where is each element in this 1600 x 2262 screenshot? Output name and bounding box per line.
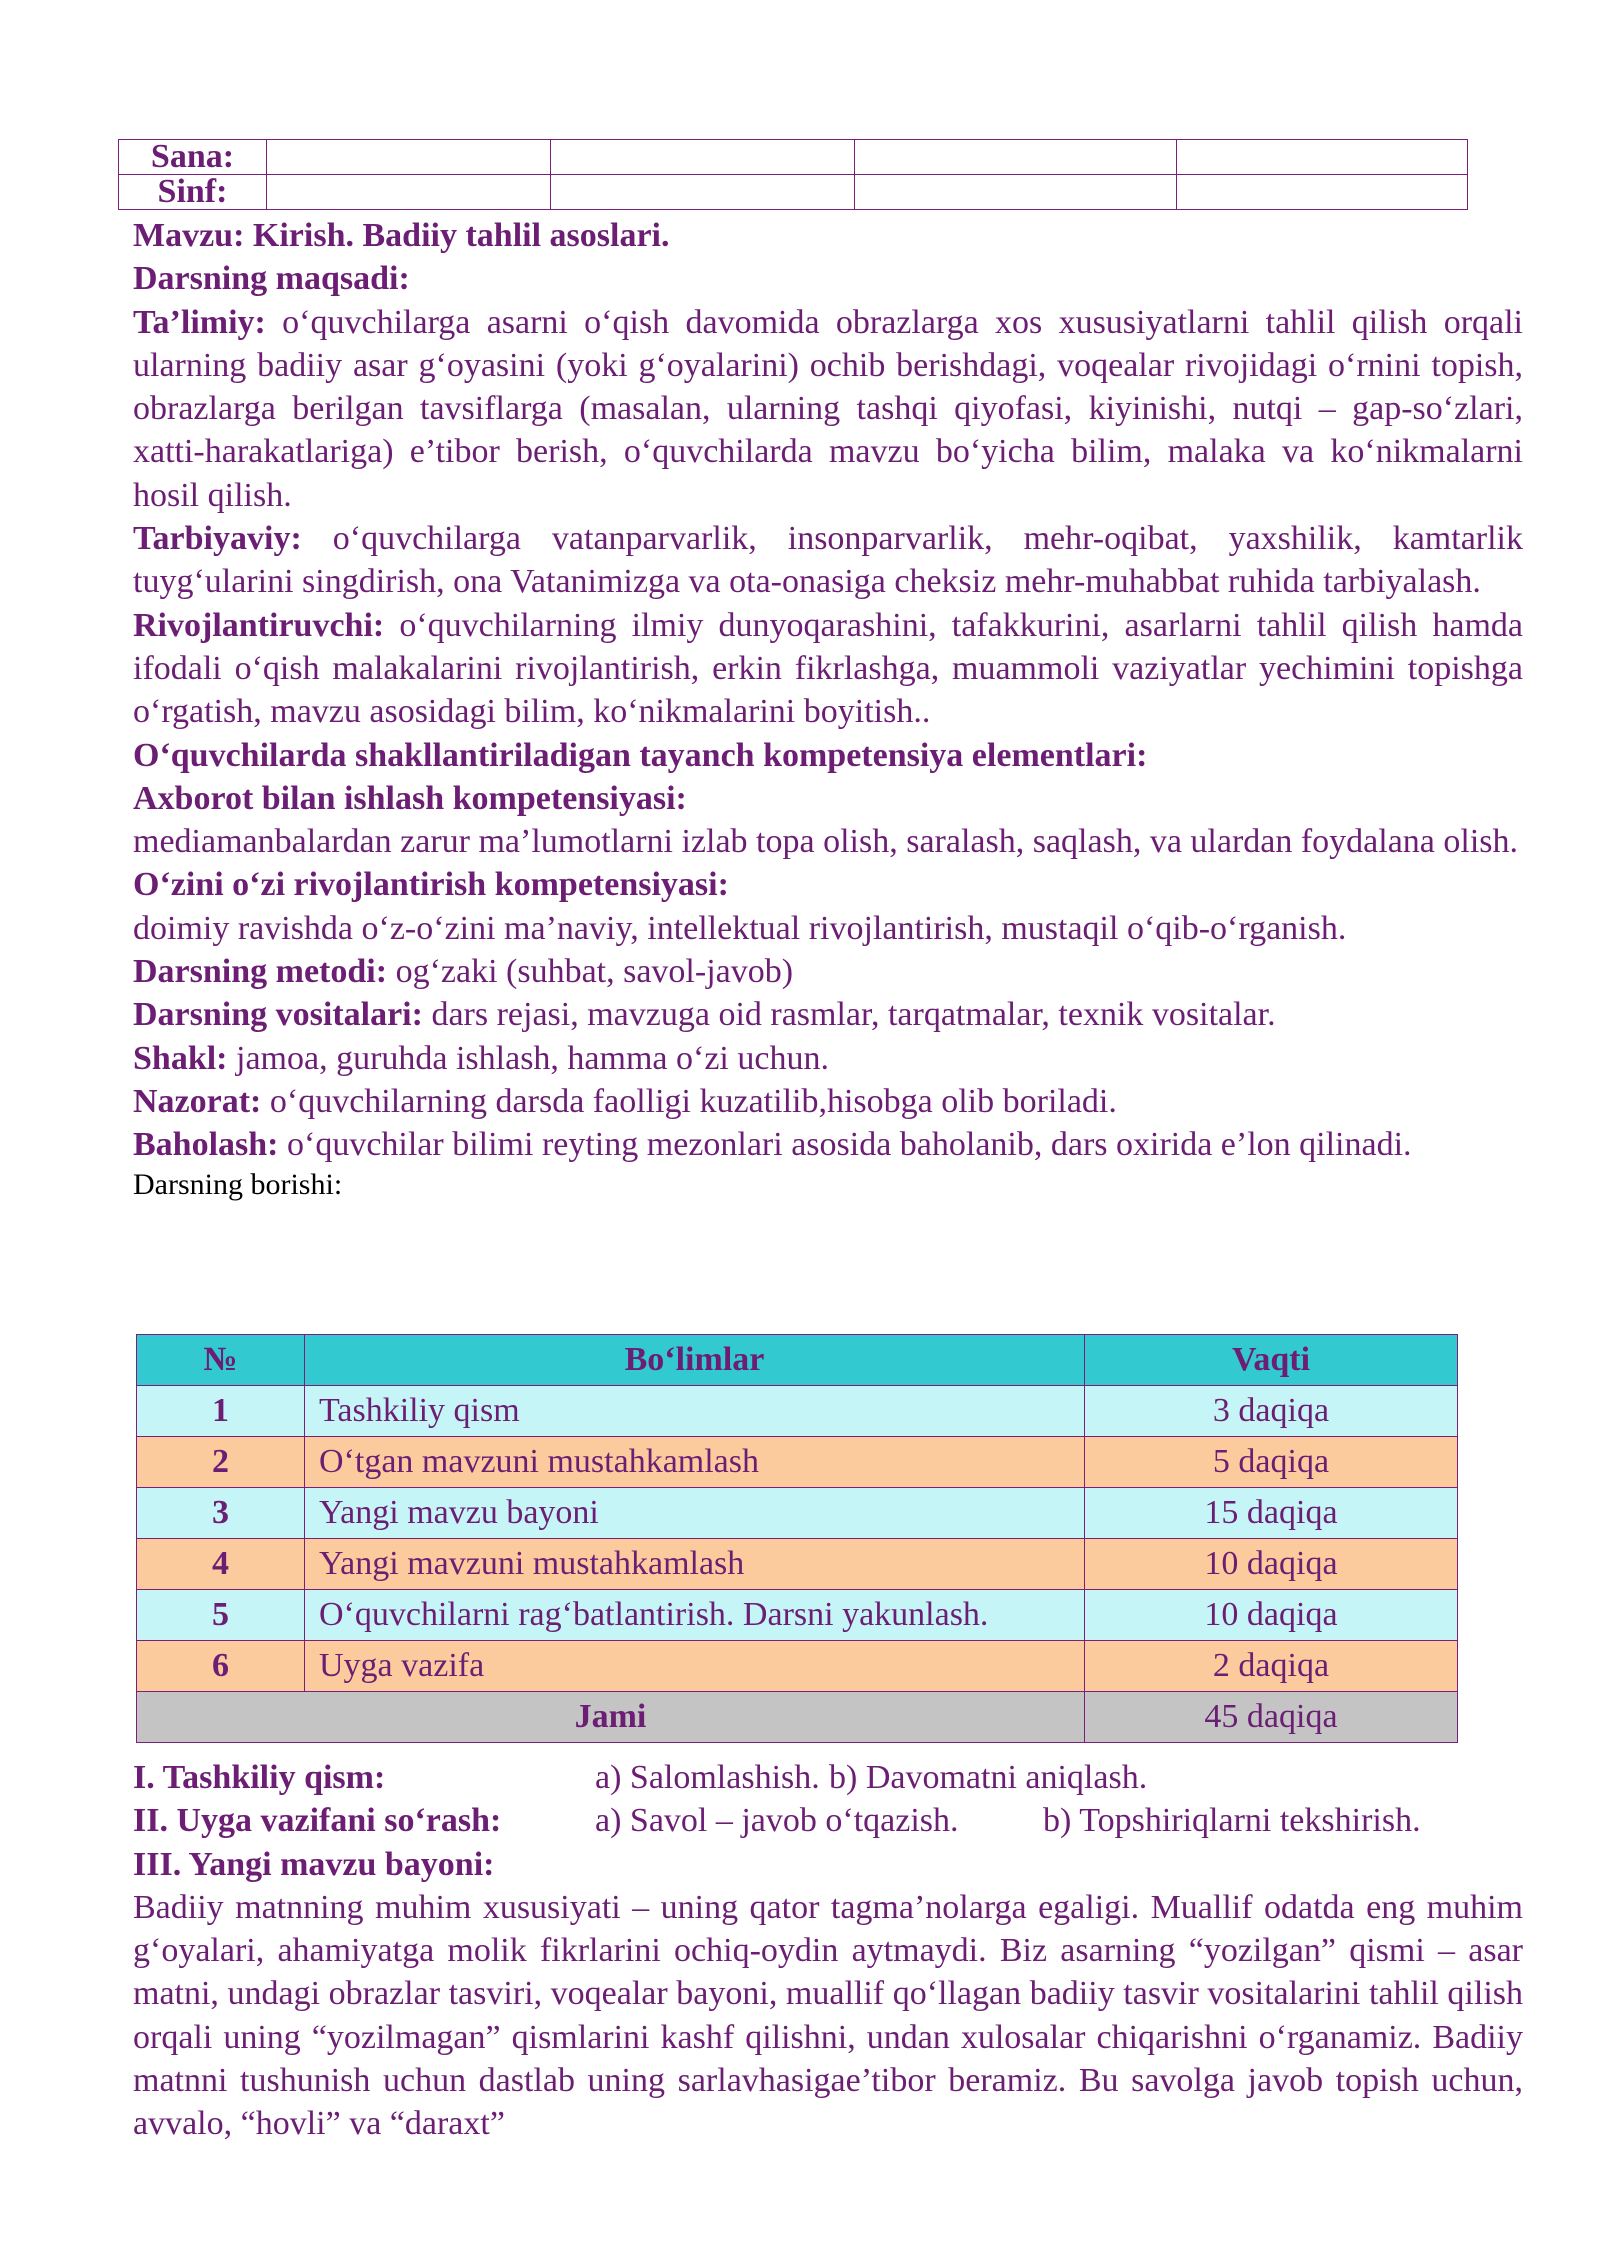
date-cell <box>551 140 855 175</box>
row-time: 10 daqiqa <box>1085 1590 1458 1641</box>
upbringing-goal-label: Tarbiyaviy: <box>133 520 302 558</box>
step-new-topic-label: III. Yangi mavzu bayoni: <box>133 1845 495 1883</box>
table-row <box>137 1437 1458 1488</box>
row-number: 2 <box>137 1437 305 1488</box>
lesson-control-text: o‘quvchilarning darsda faolligi kuzatilib,hisobga olib boriladi. <box>261 1082 1117 1120</box>
row-time: 5 daqiqa <box>1085 1437 1458 1488</box>
lesson-form-label: Shakl: <box>133 1039 228 1077</box>
developmental-goal-text: o‘quvchilarning ilmiy dunyoqarashini, tafakkurini, asarlarni tahlil qilish hamda ifodali o‘qish malakalarini rivojlantirish, erkin fikrlashga, muammoli vaziyatlar yechimini topishga o‘rgatish, mavzu asosidagi bilim, ko‘nikmalarini boyitish.. <box>133 606 1523 731</box>
row-number: 3 <box>137 1488 305 1539</box>
date-row <box>119 140 1468 175</box>
class-cell <box>855 175 1177 210</box>
row-time: 15 daqiqa <box>1085 1488 1458 1539</box>
lesson-method-label: Darsning metodi: <box>133 953 388 991</box>
lesson-control <box>133 1080 1523 1123</box>
class-row <box>119 175 1468 210</box>
step-homework-check-a: a) Savol – javob o‘tqazish. <box>595 1802 959 1840</box>
step-homework-check-label: II. Uyga vazifani so‘rash: <box>133 1802 502 1840</box>
upbringing-goal <box>133 517 1523 604</box>
table-row <box>137 1590 1458 1641</box>
row-time: 2 daqiqa <box>1085 1641 1458 1692</box>
lesson-tools <box>133 993 1523 1036</box>
step-homework-check-b: b) Topshiriqlarni tekshirish. <box>1043 1802 1421 1840</box>
step-organizational-a: a) Salomlashish. <box>595 1759 820 1796</box>
lesson-method <box>133 950 1523 993</box>
row-section: Tashkiliy qism <box>305 1386 1085 1437</box>
lesson-form-text: jamoa, guruhda ishlash, hamma o‘zi uchun. <box>227 1039 829 1077</box>
date-cell <box>1177 140 1468 175</box>
upbringing-goal-text: o‘quvchilarga vatanparvarlik, insonparvarlik, mehr-oqibat, yaxshilik, kamtarlik tuyg‘ularini singdirish, ona Vatanimizga va ota-onasiga cheksiz mehr-muhabbat ruhida tarbiyalash. <box>133 520 1523 601</box>
lesson-goal-title: Darsning maqsadi: <box>133 260 410 298</box>
step-organizational <box>133 1756 1523 1799</box>
total-time: 45 daqiqa <box>1085 1692 1458 1743</box>
row-section: Yangi mavzu bayoni <box>305 1488 1085 1539</box>
lesson-steps <box>133 1756 1523 2146</box>
class-label: Sinf: <box>119 175 267 210</box>
lesson-flow-label: Darsning borishi: <box>133 1167 343 1201</box>
row-number: 4 <box>137 1539 305 1590</box>
row-number: 6 <box>137 1641 305 1692</box>
row-number: 5 <box>137 1590 305 1641</box>
class-cell <box>267 175 551 210</box>
step-new-topic-text: Badiiy matnning muhim xususiyati – uning qator tagma’nolarga egaligi. Muallif odatda eng muhim g‘oyalari, ahamiyatga molik fikrlarini ochiq-oydin aytmaydi. Biz asarning “yozilgan” qismi – asar matni, undagi obrazlar tasviri, voqealar bayoni, muallif qo‘llagan badiiy tasvir vositalarini tahlil qilish orqali uning “yozilmagan” qismlarini kashf qilishni, undan xulosalar chiqarishni o‘rganamiz. Badiiy matnni tushunish uchun dastlab uning sarlavhasigae’tibor beramiz. Bu savolga javob topish uchun, avvalo, “hovli” va “daraxt” <box>133 1888 1523 2143</box>
class-cell <box>1177 175 1468 210</box>
lesson-control-label: Nazorat: <box>133 1082 262 1120</box>
lesson-assessment <box>133 1123 1523 1166</box>
step-organizational-label: I. Tashkiliy qism: <box>133 1759 386 1796</box>
total-label: Jami <box>137 1692 1085 1743</box>
table-row <box>137 1641 1458 1692</box>
lesson-form <box>133 1037 1523 1080</box>
lesson-assessment-label: Baholash: <box>133 1126 279 1164</box>
info-competency-title: Axborot bilan ishlash kompetensiyasi: <box>133 779 687 817</box>
table-row <box>137 1539 1458 1590</box>
schedule-total-row <box>137 1692 1458 1743</box>
step-homework-check <box>133 1799 1523 1842</box>
educational-goal-label: Ta’limiy: <box>133 303 266 341</box>
date-label: Sana: <box>119 140 267 175</box>
educational-goal-text: o‘quvchilarga asarni o‘qish davomida obrazlarga xos xususiyatlarni tahlil qilish orqali ularning badiiy asar g‘oyasini (yoki g‘oyalarini) ochib berishdagi, voqealar rivojidagi o‘rnini topish, obrazlarga berilgan tavsiflarga (masalan, ularning tashqi qiyofasi, kiyinishi, nutqi – gap-so‘zlari, xatti-harakatlariga) e’tibor berish, o‘quvchilarda mavzu bo‘yicha bilim, malaka va ko‘nikmalarni hosil qilish. <box>133 303 1523 514</box>
lesson-topic: Mavzu: Kirish. Badiiy tahlil asoslari. <box>133 217 670 254</box>
lesson-assessment-text: o‘quvchilar bilimi reyting mezonlari asosida baholanib, dars oxirida e’lon qilinadi. <box>278 1126 1412 1164</box>
developmental-goal <box>133 604 1523 734</box>
table-row <box>137 1386 1458 1437</box>
lesson-tools-text: dars rejasi, mavzuga oid rasmlar, tarqatmalar, texnik vositalar. <box>422 996 1276 1034</box>
row-time: 3 daqiqa <box>1085 1386 1458 1437</box>
lesson-tools-label: Darsning vositalari: <box>133 996 423 1034</box>
col-number-header: № <box>137 1335 305 1386</box>
step-organizational-b: b) Davomatni aniqlash. <box>829 1759 1148 1796</box>
date-class-table <box>118 139 1468 210</box>
educational-goal <box>133 301 1523 517</box>
info-competency-text: mediamanbalardan zarur ma’lumotlarni izlab topa olish, saralash, saqlash, va ulardan foydalana olish. <box>133 823 1519 861</box>
row-section: Uyga vazifa <box>305 1641 1085 1692</box>
schedule-header-row <box>137 1335 1458 1386</box>
col-section-header: Bo‘limlar <box>305 1335 1085 1386</box>
row-time: 10 daqiqa <box>1085 1539 1458 1590</box>
lesson-schedule-table <box>136 1334 1458 1743</box>
competency-title: O‘quvchilarda shakllantiriladigan tayanch kompetensiya elementlari: <box>133 736 1148 774</box>
date-cell <box>855 140 1177 175</box>
self-dev-competency-title: O‘zini o‘zi rivojlantirish kompetensiyasi: <box>133 866 729 904</box>
row-section: O‘tgan mavzuni mustahkamlash <box>305 1437 1085 1488</box>
date-cell <box>267 140 551 175</box>
lesson-plan-body <box>133 214 1523 1203</box>
developmental-goal-label: Rivojlantiruvchi: <box>133 606 385 644</box>
row-section: Yangi mavzuni mustahkamlash <box>305 1539 1085 1590</box>
row-number: 1 <box>137 1386 305 1437</box>
self-dev-competency-text: doimiy ravishda o‘z-o‘zini ma’naviy, intellektual rivojlantirish, mustaqil o‘qib-o‘rganish. <box>133 909 1347 947</box>
table-row <box>137 1488 1458 1539</box>
class-cell <box>551 175 855 210</box>
lesson-method-text: og‘zaki (suhbat, savol-javob) <box>387 953 794 991</box>
col-time-header: Vaqti <box>1085 1335 1458 1386</box>
row-section: O‘quvchilarni rag‘batlantirish. Darsni yakunlash. <box>305 1590 1085 1641</box>
